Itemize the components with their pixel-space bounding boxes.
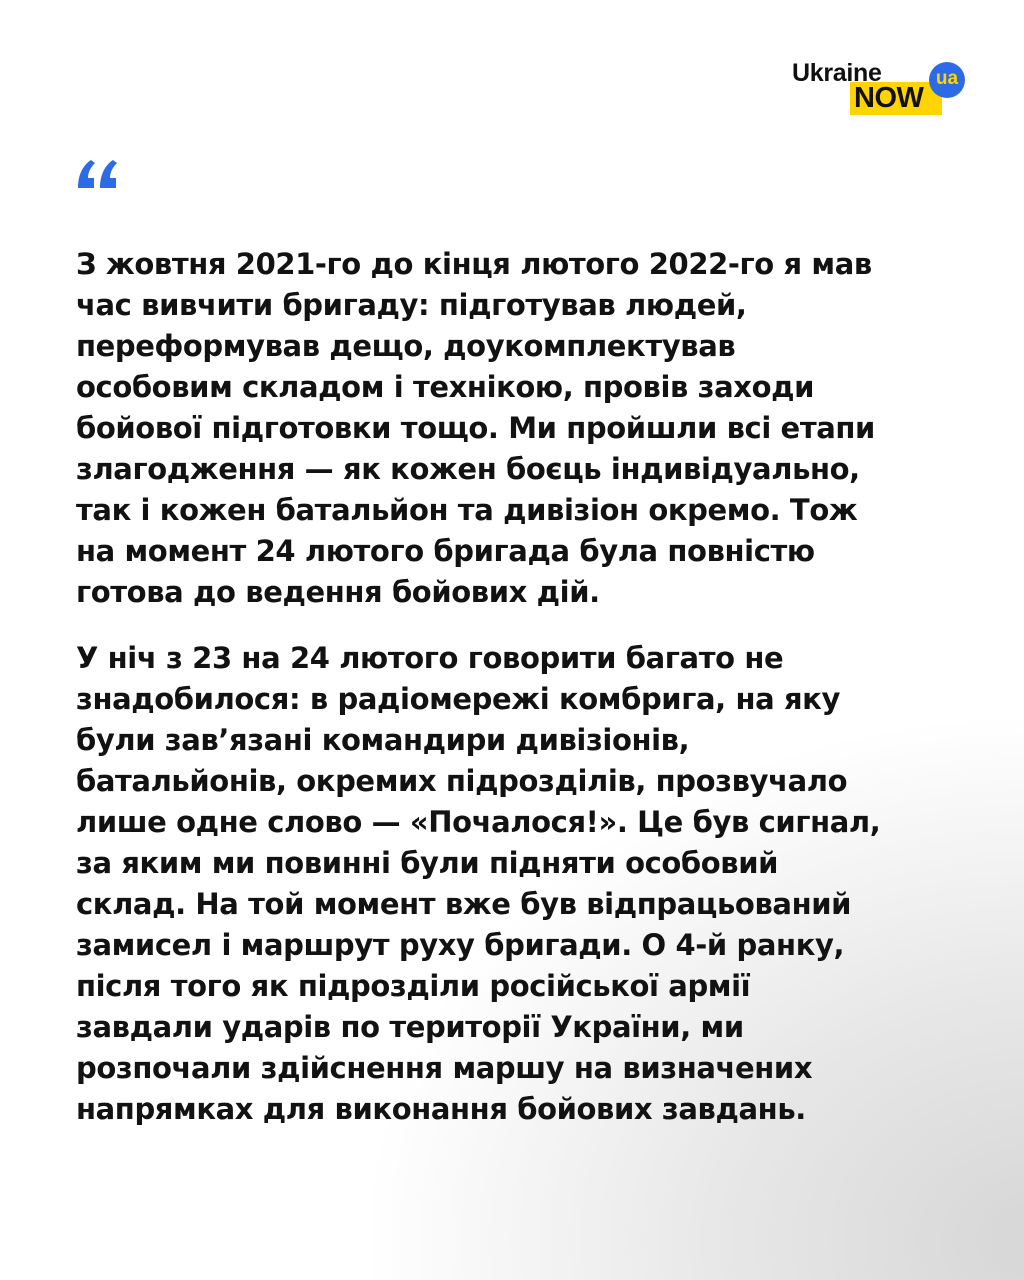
- text-line: особовим складом і технікою, провів заходи: [76, 370, 815, 404]
- text-line: злагодження — як кожен боєць індивідуально,: [76, 452, 860, 486]
- logo-badge: ua: [929, 62, 965, 98]
- logo-word: Ukraine: [792, 59, 882, 87]
- text-line: завдали ударів по території України, ми: [76, 1010, 744, 1044]
- text-line: У ніч з 23 на 24 лютого говорити багато не: [76, 641, 784, 675]
- text-line: З жовтня 2021-го до кінця лютого 2022-го я мав: [76, 247, 872, 281]
- quote-paragraph: [76, 244, 976, 613]
- text-line: після того як підрозділи російської армії: [76, 969, 751, 1003]
- text-line: склад. На той момент вже був відпрацьований: [76, 887, 852, 921]
- text-line: розпочали здійснення маршу на визначених: [76, 1051, 813, 1085]
- text-line: бойової підготовки тощо. Ми пройшли всі етапи: [76, 411, 875, 445]
- quote-paragraph: [76, 638, 976, 1130]
- text-line: на момент 24 лютого бригада була повністю: [76, 534, 815, 568]
- quotation-mark-icon: [76, 158, 120, 190]
- logo-now: NOW: [854, 82, 924, 114]
- quote-text: [76, 244, 976, 1130]
- text-line: знадобилося: в радіомережі комбрига, на яку: [76, 682, 840, 716]
- text-line: час вивчити бригаду: підготував людей,: [76, 288, 747, 322]
- text-line: за яким ми повинні були підняти особовий: [76, 846, 779, 880]
- text-line: лише одне слово — «Почалося!». Це був сигнал,: [76, 805, 881, 839]
- text-line: напрямках для виконання бойових завдань.: [76, 1092, 806, 1126]
- text-line: були зав’язані командири дивізіонів,: [76, 723, 690, 757]
- ukraine-now-logo: [792, 58, 972, 120]
- text-line: замисел і маршрут руху бригади. О 4-й ранку,: [76, 928, 845, 962]
- text-line: так і кожен батальйон та дивізіон окремо. Тож: [76, 493, 858, 527]
- text-line: готова до ведення бойових дій.: [76, 575, 600, 609]
- text-line: переформував дещо, доукомплектував: [76, 329, 736, 363]
- text-line: батальйонів, окремих підрозділів, прозвучало: [76, 764, 848, 798]
